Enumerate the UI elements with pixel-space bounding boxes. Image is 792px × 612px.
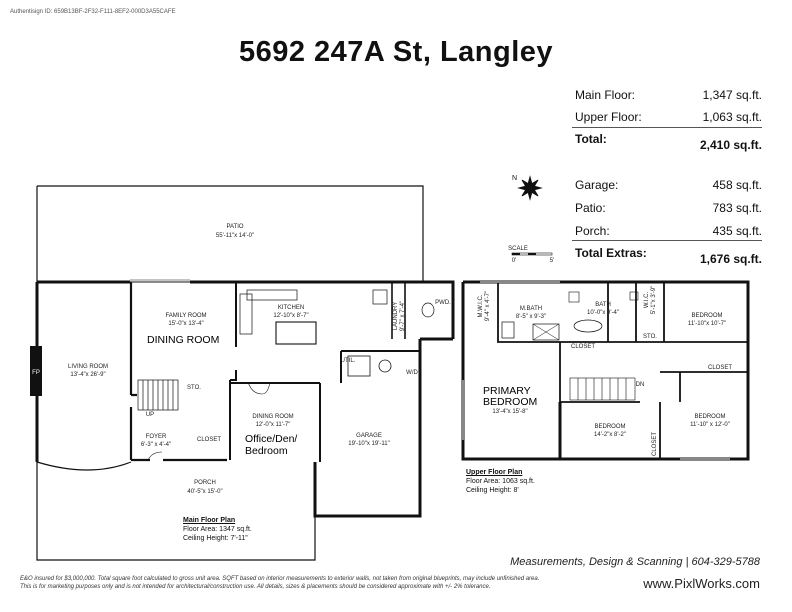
overlay-primary-2: BEDROOM <box>483 396 538 408</box>
room-dims: 11'-10" x 12'-0" <box>690 422 730 428</box>
room-name: CLOSET <box>196 437 222 443</box>
room-dims: 15'-0"x 13'-4" <box>168 321 204 327</box>
extra-value: 783 sq.ft. <box>712 201 762 215</box>
room-name: KITCHEN <box>277 305 305 311</box>
overlay-dining-room: DINING ROOM <box>147 334 220 346</box>
main-floor-area: Floor Area: 1347 sq.ft. <box>183 526 252 533</box>
room-dims: 13'-4"x 15'-8" <box>492 409 528 415</box>
overlay-primary: PRIMARY <box>483 385 531 397</box>
room-dims: 55'-11"x 14'-0" <box>215 233 255 239</box>
room-dims: 13'-4"x 26'-9" <box>70 372 106 378</box>
scale-max: 5' <box>549 258 555 264</box>
room-name: BEDROOM <box>594 424 626 430</box>
room-name: PWD. <box>435 300 451 306</box>
room-name: GARAGE <box>356 433 382 439</box>
room-name: CLOSET <box>652 431 658 457</box>
room-name: FOYER <box>145 434 167 440</box>
area-label: Upper Floor: <box>575 110 642 124</box>
room-name: BEDROOM <box>694 414 726 420</box>
room-dims: 6'-3" x 4'-4" <box>140 442 172 448</box>
room-dims: 12'-0"x 11'-7" <box>255 422 291 428</box>
extra-label: Porch: <box>575 224 610 238</box>
svg-text:N: N <box>512 175 518 182</box>
room-name: M.W.I.C. <box>478 294 484 318</box>
main-floor-info <box>183 516 252 543</box>
overlay-office: Office/Den/ <box>245 433 298 445</box>
room-name: LIVING ROOM <box>67 364 109 370</box>
overlay-office-2: Bedroom <box>245 445 288 457</box>
room-name: BEDROOM <box>691 313 723 319</box>
room-name: M.BATH <box>519 306 543 312</box>
room-name: PATIO <box>226 224 244 230</box>
extra-value: 435 sq.ft. <box>712 224 762 238</box>
website-link[interactable]: www.PixlWorks.com <box>643 576 760 591</box>
room-name: FP <box>32 370 40 376</box>
room-name: CLOSET <box>707 365 733 371</box>
room-dims: 9'-7" x 7'-4" <box>400 300 406 332</box>
credit-line: Measurements, Design & Scanning | 604-329-5788 <box>510 556 760 568</box>
main-floor-info-title: Main Floor Plan <box>183 517 236 524</box>
room-dims: 40'-5"x 15'-0" <box>187 489 223 495</box>
compass-icon <box>512 175 541 199</box>
room-name: CLOSET <box>570 344 596 350</box>
authentisign-id: Authentisign ID: 659B13BF-2F32-F111-8EF2-000D3A55CAFE <box>10 9 176 15</box>
upper-floor-ceiling: Ceiling Height: 8' <box>466 487 519 494</box>
room-name: BATH <box>595 302 611 308</box>
room-dims: 9'-4" x 4'-7" <box>485 290 491 322</box>
room-name: DINING ROOM <box>252 414 294 420</box>
area-value: 1,347 sq.ft. <box>702 88 762 102</box>
disclaimer-line-2: This is for marketing purposes only and is not intended for architectural/construction use. All details, sizes & placements should be considered approximate with +/- 2% tolerance. <box>20 584 491 590</box>
room-name: W/D <box>406 370 418 376</box>
total-extras-value: 1,676 sq.ft. <box>699 252 762 266</box>
upper-floor-area: Floor Area: 1063 sq.ft. <box>466 478 535 485</box>
page-title: 5692 247A St, Langley <box>238 36 554 68</box>
room-dims: 11'-10"x 10'-7" <box>687 321 727 327</box>
room-dims: 5'-1"x 3'-9" <box>651 285 657 315</box>
area-value: 1,063 sq.ft. <box>702 110 762 124</box>
upper-floor-info <box>466 468 535 495</box>
room-dims: 10'-0"x 9'-4" <box>587 310 619 316</box>
scale-label: SCALE <box>508 246 528 252</box>
extra-label: Patio: <box>575 201 606 215</box>
room-name: UP <box>145 412 155 418</box>
room-dims: 12'-10"x 8'-7" <box>273 313 309 319</box>
room-name: LAUNDRY <box>393 301 399 331</box>
room-name: FAMILY ROOM <box>165 313 207 319</box>
room-name: W.I.C. <box>644 291 650 309</box>
room-name: UTIL. <box>340 358 356 364</box>
scale-min: 0' <box>511 258 517 264</box>
disclaimer-line-1: E&O insured for $3,000,000. Total square foot calculated to gross unit area. SQFT based on interior measurements to exterior walls, not taken from original blueprints, may include unfinished area. <box>20 576 540 582</box>
scale-bar <box>508 246 554 264</box>
upper-floor-info-title: Upper Floor Plan <box>466 469 523 476</box>
total-value: 2,410 sq.ft. <box>699 138 762 152</box>
extra-label: Garage: <box>575 178 619 192</box>
area-label: Main Floor: <box>575 88 636 102</box>
room-dims: 19'-10"x 19'-11" <box>348 441 390 447</box>
total-extras-label: Total Extras: <box>575 246 647 260</box>
main-floor-ceiling: Ceiling Height: 7'-11" <box>183 535 248 542</box>
room-name: STO. <box>643 334 657 340</box>
total-label: Total: <box>575 132 607 146</box>
room-name: PORCH <box>194 480 216 486</box>
room-name: DN <box>635 382 645 388</box>
room-dims: 14'-2"x 8'-2" <box>594 432 626 438</box>
room-name: STO. <box>187 385 201 391</box>
extra-value: 458 sq.ft. <box>712 178 762 192</box>
room-dims: 8'-5" x 9'-3" <box>515 314 547 320</box>
